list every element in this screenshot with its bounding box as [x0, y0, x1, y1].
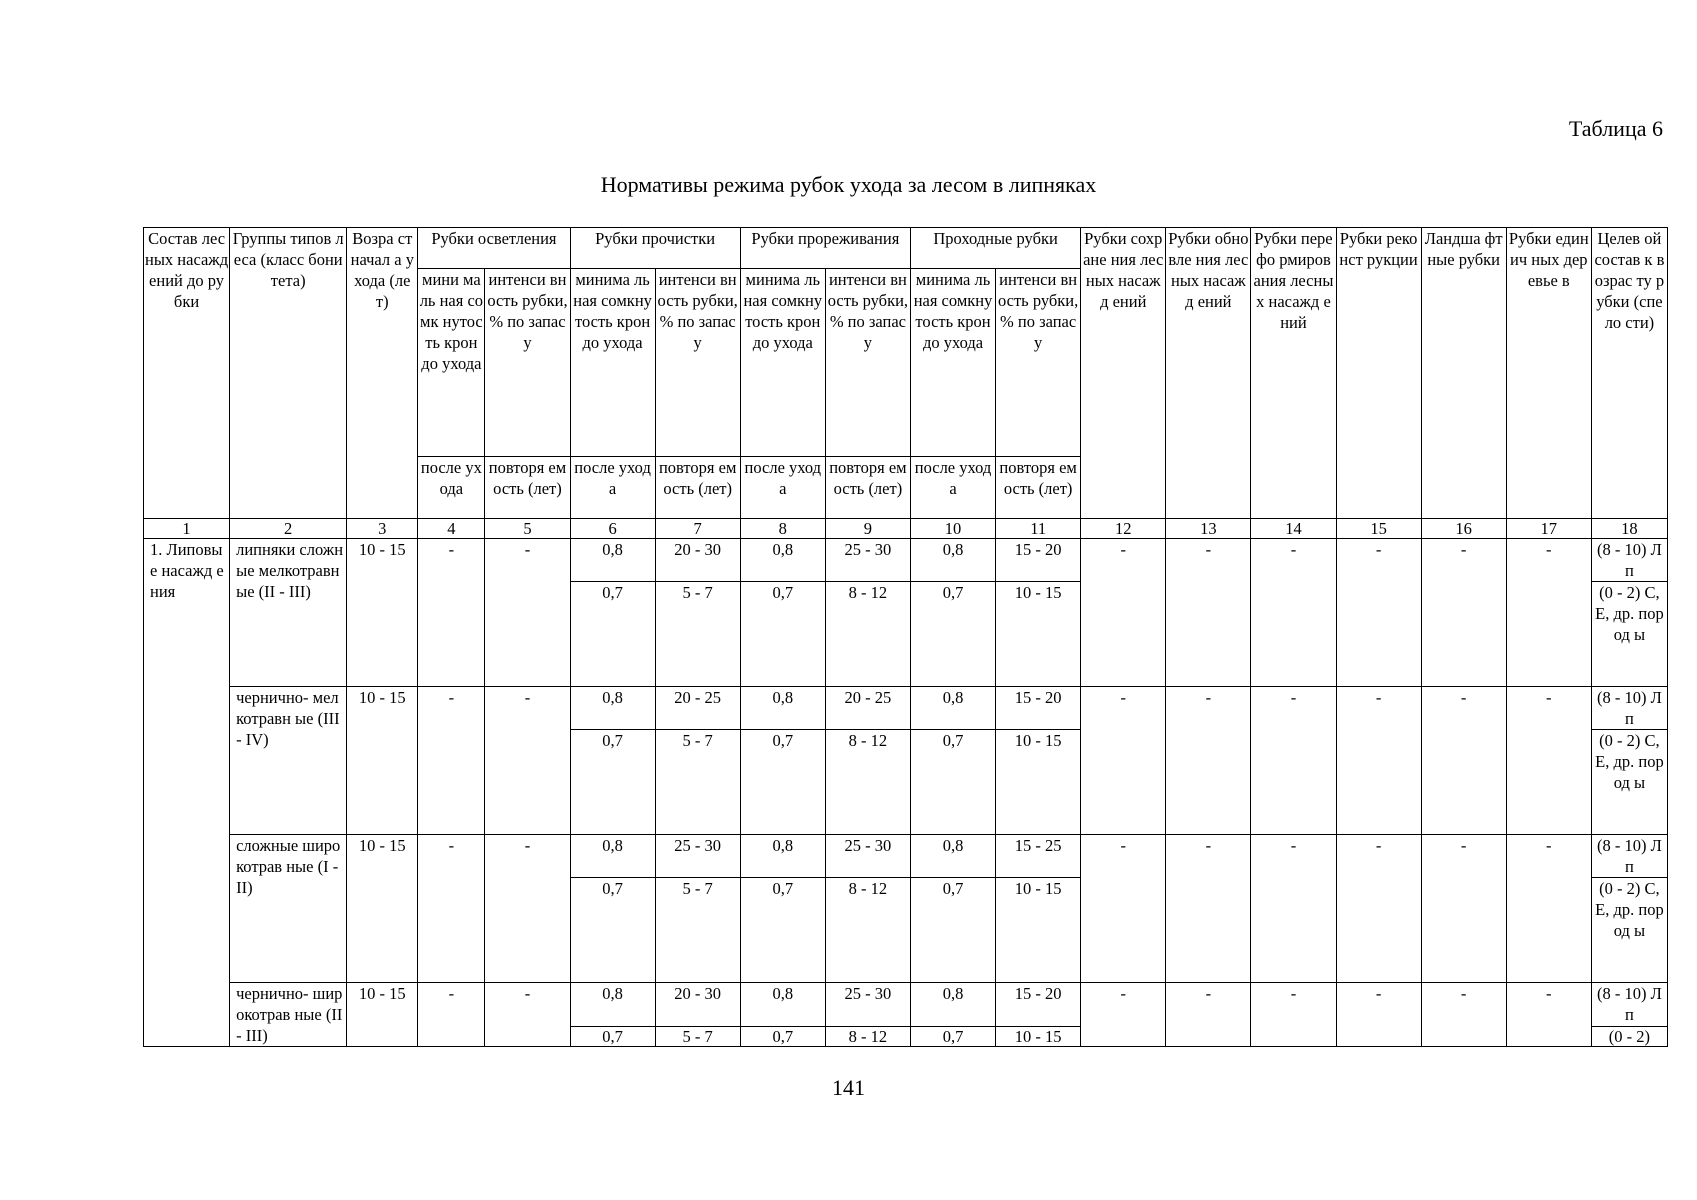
table-cell: -	[485, 687, 570, 835]
table-cell: 25 - 30	[825, 983, 910, 1027]
table-body	[144, 539, 1668, 1047]
table-cell: 5 - 7	[655, 730, 740, 835]
header-intensity: интенси вность рубки, % по запасу	[996, 269, 1081, 457]
table-cell: 8 - 12	[825, 730, 910, 835]
header-after-care: после ухода	[570, 457, 655, 519]
table-row	[144, 687, 1668, 730]
column-number: 13	[1166, 519, 1251, 539]
table-cell: 25 - 30	[825, 835, 910, 878]
start-age-cell: 10 - 15	[347, 687, 418, 835]
table-cell: -	[1251, 539, 1336, 687]
header-landscape: Ландша фтные рубки	[1421, 228, 1506, 519]
header-intensity: интенси вность рубки, % по запасу	[485, 269, 570, 457]
table-cell: 20 - 30	[655, 539, 740, 582]
table-cell: 0,7	[570, 1026, 655, 1046]
header-repeat-interval: повторя емость (лет)	[996, 457, 1081, 519]
column-number: 7	[655, 519, 740, 539]
table-cell: 0,7	[570, 582, 655, 687]
column-number: 9	[825, 519, 910, 539]
header-intensity: интенси вность рубки, % по запасу	[825, 269, 910, 457]
column-number: 2	[230, 519, 347, 539]
table-cell: -	[1336, 983, 1421, 1047]
table-cell: 25 - 30	[825, 539, 910, 582]
table-cell: -	[1166, 835, 1251, 983]
header-after-care: после ухода	[910, 457, 995, 519]
forest-type-cell: сложные широкотрав ные (I - II)	[230, 835, 347, 983]
table-cell: 20 - 30	[655, 983, 740, 1027]
table-cell: 25 - 30	[655, 835, 740, 878]
header-reconstruction: Рубки реконст рукции	[1336, 228, 1421, 519]
table-cell: (0 - 2)	[1591, 1026, 1667, 1046]
table-cell: -	[485, 835, 570, 983]
forest-type-cell: чернично- широкотрав ные (II - III)	[230, 983, 347, 1047]
header-lighting: Рубки осветления	[418, 228, 570, 269]
header-renewal: Рубки обновле ния лесных насажд ений	[1166, 228, 1251, 519]
table-cell: -	[1251, 687, 1336, 835]
table-cell: 0,8	[570, 835, 655, 878]
start-age-cell: 10 - 15	[347, 539, 418, 687]
table-cell: 0,7	[910, 730, 995, 835]
header-forest-groups: Группы типов леса (класс бонитета)	[230, 228, 347, 519]
column-number: 11	[996, 519, 1081, 539]
header-after-care: после ухода	[740, 457, 825, 519]
forest-type-cell: чернично- мелкотравн ые (III - IV)	[230, 687, 347, 835]
header-single-trees: Рубки единич ных деревье в	[1506, 228, 1591, 519]
table-cell: -	[1506, 687, 1591, 835]
table-cell: 0,7	[740, 582, 825, 687]
table-cell: 0,7	[910, 1026, 995, 1046]
table-cell: -	[1421, 983, 1506, 1047]
header-start-age: Возра ст начал а ухода (лет)	[347, 228, 418, 519]
table-cell: -	[1081, 983, 1166, 1047]
header-reforming: Рубки перефо рмиров ания лесных насажд ений	[1251, 228, 1336, 519]
table-cell: 8 - 12	[825, 878, 910, 983]
table-label: Таблица 6	[1568, 116, 1663, 141]
column-number-row	[144, 519, 1668, 539]
table-cell: 10 - 15	[996, 878, 1081, 983]
column-number: 10	[910, 519, 995, 539]
table-cell: 20 - 25	[825, 687, 910, 730]
table-cell: -	[1166, 539, 1251, 687]
forest-type-cell: липняки сложные мелкотравн ые (II - III)	[230, 539, 347, 687]
column-number: 17	[1506, 519, 1591, 539]
column-number: 15	[1336, 519, 1421, 539]
header-after-care: после ухода	[418, 457, 485, 519]
column-number: 18	[1591, 519, 1667, 539]
table-cell: -	[485, 983, 570, 1047]
page-title: Нормативы режима рубок ухода за лесом в липняках	[600, 172, 1097, 197]
table-cell: 0,8	[740, 539, 825, 582]
table-cell: -	[1421, 835, 1506, 983]
table-cell: 0,8	[910, 983, 995, 1027]
table-cell: 5 - 7	[655, 582, 740, 687]
table-cell: 0,8	[910, 835, 995, 878]
header-thinning: Рубки прореживания	[740, 228, 910, 269]
column-number: 8	[740, 519, 825, 539]
norms-table	[143, 227, 1668, 1047]
table-row	[144, 539, 1668, 582]
header-preservation: Рубки сохране ния лесных насажд ений	[1081, 228, 1166, 519]
table-cell: -	[1421, 687, 1506, 835]
table-cell: 0,8	[570, 539, 655, 582]
table-cell: 10 - 15	[996, 582, 1081, 687]
table-cell: 0,7	[910, 582, 995, 687]
table-cell: 0,8	[740, 835, 825, 878]
table-cell: -	[418, 687, 485, 835]
column-number: 3	[347, 519, 418, 539]
table-cell: -	[418, 983, 485, 1047]
table-cell: -	[1336, 687, 1421, 835]
table-cell: -	[1336, 539, 1421, 687]
header-cleaning: Рубки прочистки	[570, 228, 740, 269]
table-cell: (8 - 10) Лп	[1591, 835, 1667, 878]
table-cell: (8 - 10) Лп	[1591, 539, 1667, 582]
start-age-cell: 10 - 15	[347, 983, 418, 1047]
table-cell: (0 - 2) С, Е, др. пород ы	[1591, 878, 1667, 983]
table-cell: -	[485, 539, 570, 687]
table-cell: 8 - 12	[825, 1026, 910, 1046]
table-cell: -	[1506, 539, 1591, 687]
table-cell: 15 - 20	[996, 983, 1081, 1027]
table-cell: 0,8	[910, 539, 995, 582]
header-min-density: мини маль ная сомк нутос ть крон до ухода	[418, 269, 485, 457]
header-intensity: интенси вность рубки, % по запасу	[655, 269, 740, 457]
table-cell: -	[1081, 687, 1166, 835]
table-cell: 15 - 20	[996, 539, 1081, 582]
table-cell: 0,7	[740, 730, 825, 835]
column-number: 5	[485, 519, 570, 539]
table-cell: 0,7	[570, 730, 655, 835]
header-repeat-interval: повторя емость (лет)	[485, 457, 570, 519]
table-cell: 10 - 15	[996, 1026, 1081, 1046]
header-target-composition: Целев ой состав к возрас ту рубки (спело сти)	[1591, 228, 1667, 519]
header-min-density: минима льная сомкну тость крон до ухода	[910, 269, 995, 457]
column-number: 4	[418, 519, 485, 539]
table-cell: -	[1166, 983, 1251, 1047]
table-cell: 0,8	[740, 687, 825, 730]
column-number: 1	[144, 519, 230, 539]
table-cell: (8 - 10) Лп	[1591, 687, 1667, 730]
table-cell: -	[1506, 983, 1591, 1047]
table-cell: -	[418, 539, 485, 687]
table-cell: -	[1506, 835, 1591, 983]
header-min-density: минима льная сомкну тость крон до ухода	[570, 269, 655, 457]
table-cell: 15 - 20	[996, 687, 1081, 730]
header-composition: Состав лесных насажд ений до рубки	[144, 228, 230, 519]
table-cell: -	[1251, 983, 1336, 1047]
start-age-cell: 10 - 15	[347, 835, 418, 983]
group-name-cell: 1. Липовы е насажд ения	[144, 539, 230, 1047]
table-cell: 15 - 25	[996, 835, 1081, 878]
table-row	[144, 983, 1668, 1027]
table-cell: 8 - 12	[825, 582, 910, 687]
table-cell: (0 - 2) С, Е, др. пород ы	[1591, 730, 1667, 835]
column-number: 12	[1081, 519, 1166, 539]
table-cell: 0,7	[910, 878, 995, 983]
table-cell: 0,8	[910, 687, 995, 730]
column-number: 14	[1251, 519, 1336, 539]
table-row	[144, 835, 1668, 878]
header-passing: Проходные рубки	[910, 228, 1080, 269]
table-cell: 0,8	[740, 983, 825, 1027]
table-cell: 0,8	[570, 687, 655, 730]
table-cell: 10 - 15	[996, 730, 1081, 835]
header-repeat-interval: повторя емость (лет)	[825, 457, 910, 519]
table-cell: -	[1251, 835, 1336, 983]
table-cell: -	[1336, 835, 1421, 983]
page-number: 141	[832, 1075, 865, 1100]
table-cell: -	[1421, 539, 1506, 687]
table-cell: (8 - 10) Лп	[1591, 983, 1667, 1027]
table-cell: 5 - 7	[655, 878, 740, 983]
column-number: 6	[570, 519, 655, 539]
table-cell: 0,7	[740, 1026, 825, 1046]
table-cell: 0,7	[570, 878, 655, 983]
table-cell: (0 - 2) С, Е, др. пород ы	[1591, 582, 1667, 687]
table-cell: -	[1081, 835, 1166, 983]
table-cell: -	[418, 835, 485, 983]
header-min-density: минима льная сомкну тость крон до ухода	[740, 269, 825, 457]
table-cell: -	[1166, 687, 1251, 835]
table-cell: 20 - 25	[655, 687, 740, 730]
column-number: 16	[1421, 519, 1506, 539]
table-cell: -	[1081, 539, 1166, 687]
header-repeat-interval: повторя емость (лет)	[655, 457, 740, 519]
table-cell: 0,8	[570, 983, 655, 1027]
table-cell: 0,7	[740, 878, 825, 983]
table-cell: 5 - 7	[655, 1026, 740, 1046]
